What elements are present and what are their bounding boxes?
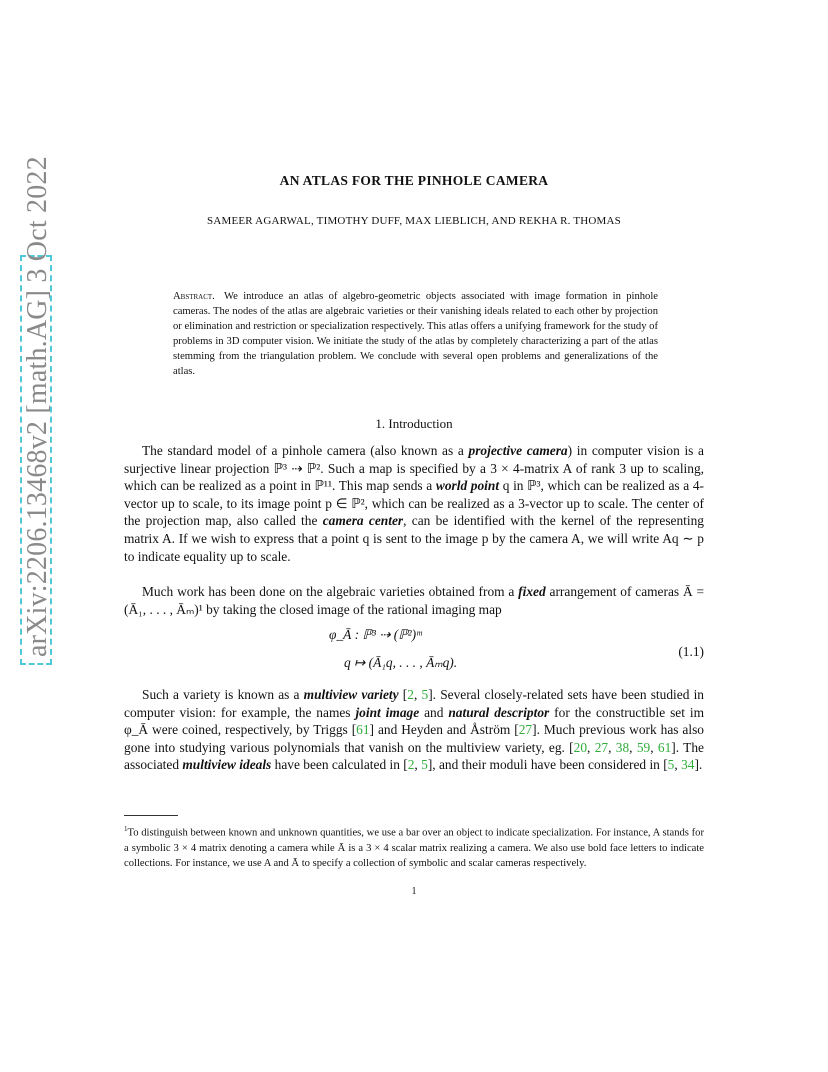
text-run: ] and Heyden and Åström [ bbox=[369, 722, 519, 738]
text-run: ]. bbox=[694, 757, 703, 773]
abstract-label: Abstract. bbox=[173, 291, 215, 302]
text-run: , bbox=[587, 739, 595, 755]
text-run: for the constructible set im φ_Ā were coined, respectively, by Triggs [ bbox=[124, 704, 705, 738]
intro-paragraph-2 bbox=[124, 583, 704, 618]
citation-link[interactable]: 38 bbox=[615, 739, 630, 755]
term-joint-image: joint image bbox=[355, 704, 420, 720]
text-run: , bbox=[413, 687, 422, 702]
citation-link[interactable]: 34 bbox=[681, 757, 695, 773]
term-world-point: world point bbox=[435, 478, 500, 494]
text-run: , bbox=[629, 739, 637, 755]
intro-paragraph-1 bbox=[124, 442, 704, 565]
term-natural-descriptor: natural descriptor bbox=[448, 704, 550, 720]
section-heading bbox=[0, 416, 828, 432]
text-run: Much work has been done on the algebraic varieties obtained from a bbox=[142, 584, 519, 599]
text-run: ], and their moduli have been considered in [ bbox=[427, 757, 668, 773]
equation-number: (1.1) bbox=[678, 644, 704, 659]
text-run: The standard model of a pinhole camera (also known as a bbox=[142, 443, 469, 458]
arxiv-identifier-stamp: arXiv:2206.13468v2 [math.AG] 3 Oct 2022 bbox=[20, 255, 52, 665]
term-multiview-variety: multiview variety bbox=[303, 687, 399, 702]
paper-authors: SAMEER AGARWAL, TIMOTHY DUFF, MAX LIEBLICH, AND REKHA R. THOMAS bbox=[207, 215, 621, 227]
term-camera-center: camera center bbox=[322, 513, 404, 529]
equation-1-1 bbox=[124, 627, 704, 677]
citation-link[interactable]: 5 bbox=[421, 757, 428, 773]
text-run: Such a variety is known as a bbox=[142, 687, 304, 702]
text-run: arrangement of cameras Ā = (Ā₁, . . . , Āₘ)¹ by taking the closed image of the rational imaging map bbox=[124, 584, 705, 617]
text-run: ]. Several closely-related sets have been studied in computer vision: for example, the names bbox=[124, 687, 704, 720]
citation-link[interactable]: 2 bbox=[407, 687, 414, 702]
text-run: ]. The associated bbox=[124, 739, 704, 773]
text-run: have been calculated in [ bbox=[271, 757, 408, 773]
footnote-mark: 1 bbox=[124, 825, 128, 833]
citation-link[interactable]: 20 bbox=[573, 739, 588, 755]
citation-link[interactable]: 5 bbox=[667, 757, 675, 773]
equation-line-2: q ↦ (Ā₁q, . . . , Āₘq). bbox=[344, 655, 458, 670]
citation-link[interactable]: 61 bbox=[657, 739, 672, 755]
footnote-1 bbox=[124, 822, 704, 871]
paper-title: AN ATLAS FOR THE PINHOLE CAMERA bbox=[279, 173, 549, 188]
equation-line-1: φ_Ā : ℙ³ ⇢ (ℙ²)ᵐ bbox=[329, 627, 422, 642]
intro-paragraph-3 bbox=[124, 686, 704, 774]
citation-link[interactable]: 5 bbox=[421, 687, 429, 702]
term-multiview-ideals: multiview ideals bbox=[182, 757, 272, 773]
text-run: and bbox=[419, 704, 449, 720]
text-run: ) in computer vision is a surjective linear projection ℙ³ ⇢ ℙ². Such a map is specified by a 3 × 4-matrix A of rank 3 up to scaling, which can be realized as a point in ℙ¹¹. This map sends a bbox=[124, 443, 705, 494]
text-run: , can be identified with the kernel of the representing matrix A. If we wish to express that a point q is sent to the image p by the camera A, we will write Aq ∼ p to indicate equality up to scale. bbox=[124, 513, 704, 564]
citation-link[interactable]: 27 bbox=[518, 722, 533, 738]
text-run: q in ℙ³, which can be realized as a 4-vector up to scale, to its image point p ∈ ℙ², which can be realized as a 3-vector up to scale. The center of the projection map, also called the bbox=[124, 478, 704, 529]
citation-link[interactable]: 27 bbox=[594, 739, 609, 755]
footnote-text: To distinguish between known and unknown quantities, we use a bar over an object to indicate specialization. For instance, A stands for a symbolic 3 × 4 matrix denoting a camera while Ā is a 3 × 4 scalar matrix realizing a camera. We also use bold face letters to indicate collections. For instance, we use A and Ā to specify a collection of symbolic and scalar cameras respectively. bbox=[124, 827, 704, 869]
abstract bbox=[173, 289, 658, 379]
text-run: , bbox=[414, 757, 422, 773]
text-run: , bbox=[650, 739, 658, 755]
citation-link[interactable]: 59 bbox=[636, 739, 651, 755]
citation-link[interactable]: 61 bbox=[356, 722, 370, 738]
text-run: [ bbox=[398, 687, 408, 702]
term-projective-camera: projective camera bbox=[468, 443, 568, 458]
section-number: 1. bbox=[375, 416, 386, 431]
abstract-text: We introduce an atlas of algebro-geometric objects associated with image formation in pinhole cameras. The nodes of the atlas are algebraic varieties or their vanishing ideals related to each other by projection or elimination and restriction or specialization respectively. This atlas offers a unifying framework for the study of problems in 3D computer vision. We initiate the study of the atlas by completely characterizing a part of the atlas stemming from the triangulation problem. We conclude with several open problems and generalizations of the atlas. bbox=[173, 291, 658, 377]
page-number: 1 bbox=[411, 886, 417, 897]
citation-link[interactable]: 2 bbox=[407, 757, 415, 773]
text-run: , bbox=[608, 739, 616, 755]
text-run: , bbox=[674, 757, 682, 773]
footnote-divider bbox=[124, 815, 178, 816]
term-fixed: fixed bbox=[518, 584, 546, 599]
section-title: Introduction bbox=[388, 416, 453, 431]
text-run: ]. Much previous work has also gone into studying various polynomials that vanish on the multiview variety, eg. [ bbox=[124, 722, 705, 755]
